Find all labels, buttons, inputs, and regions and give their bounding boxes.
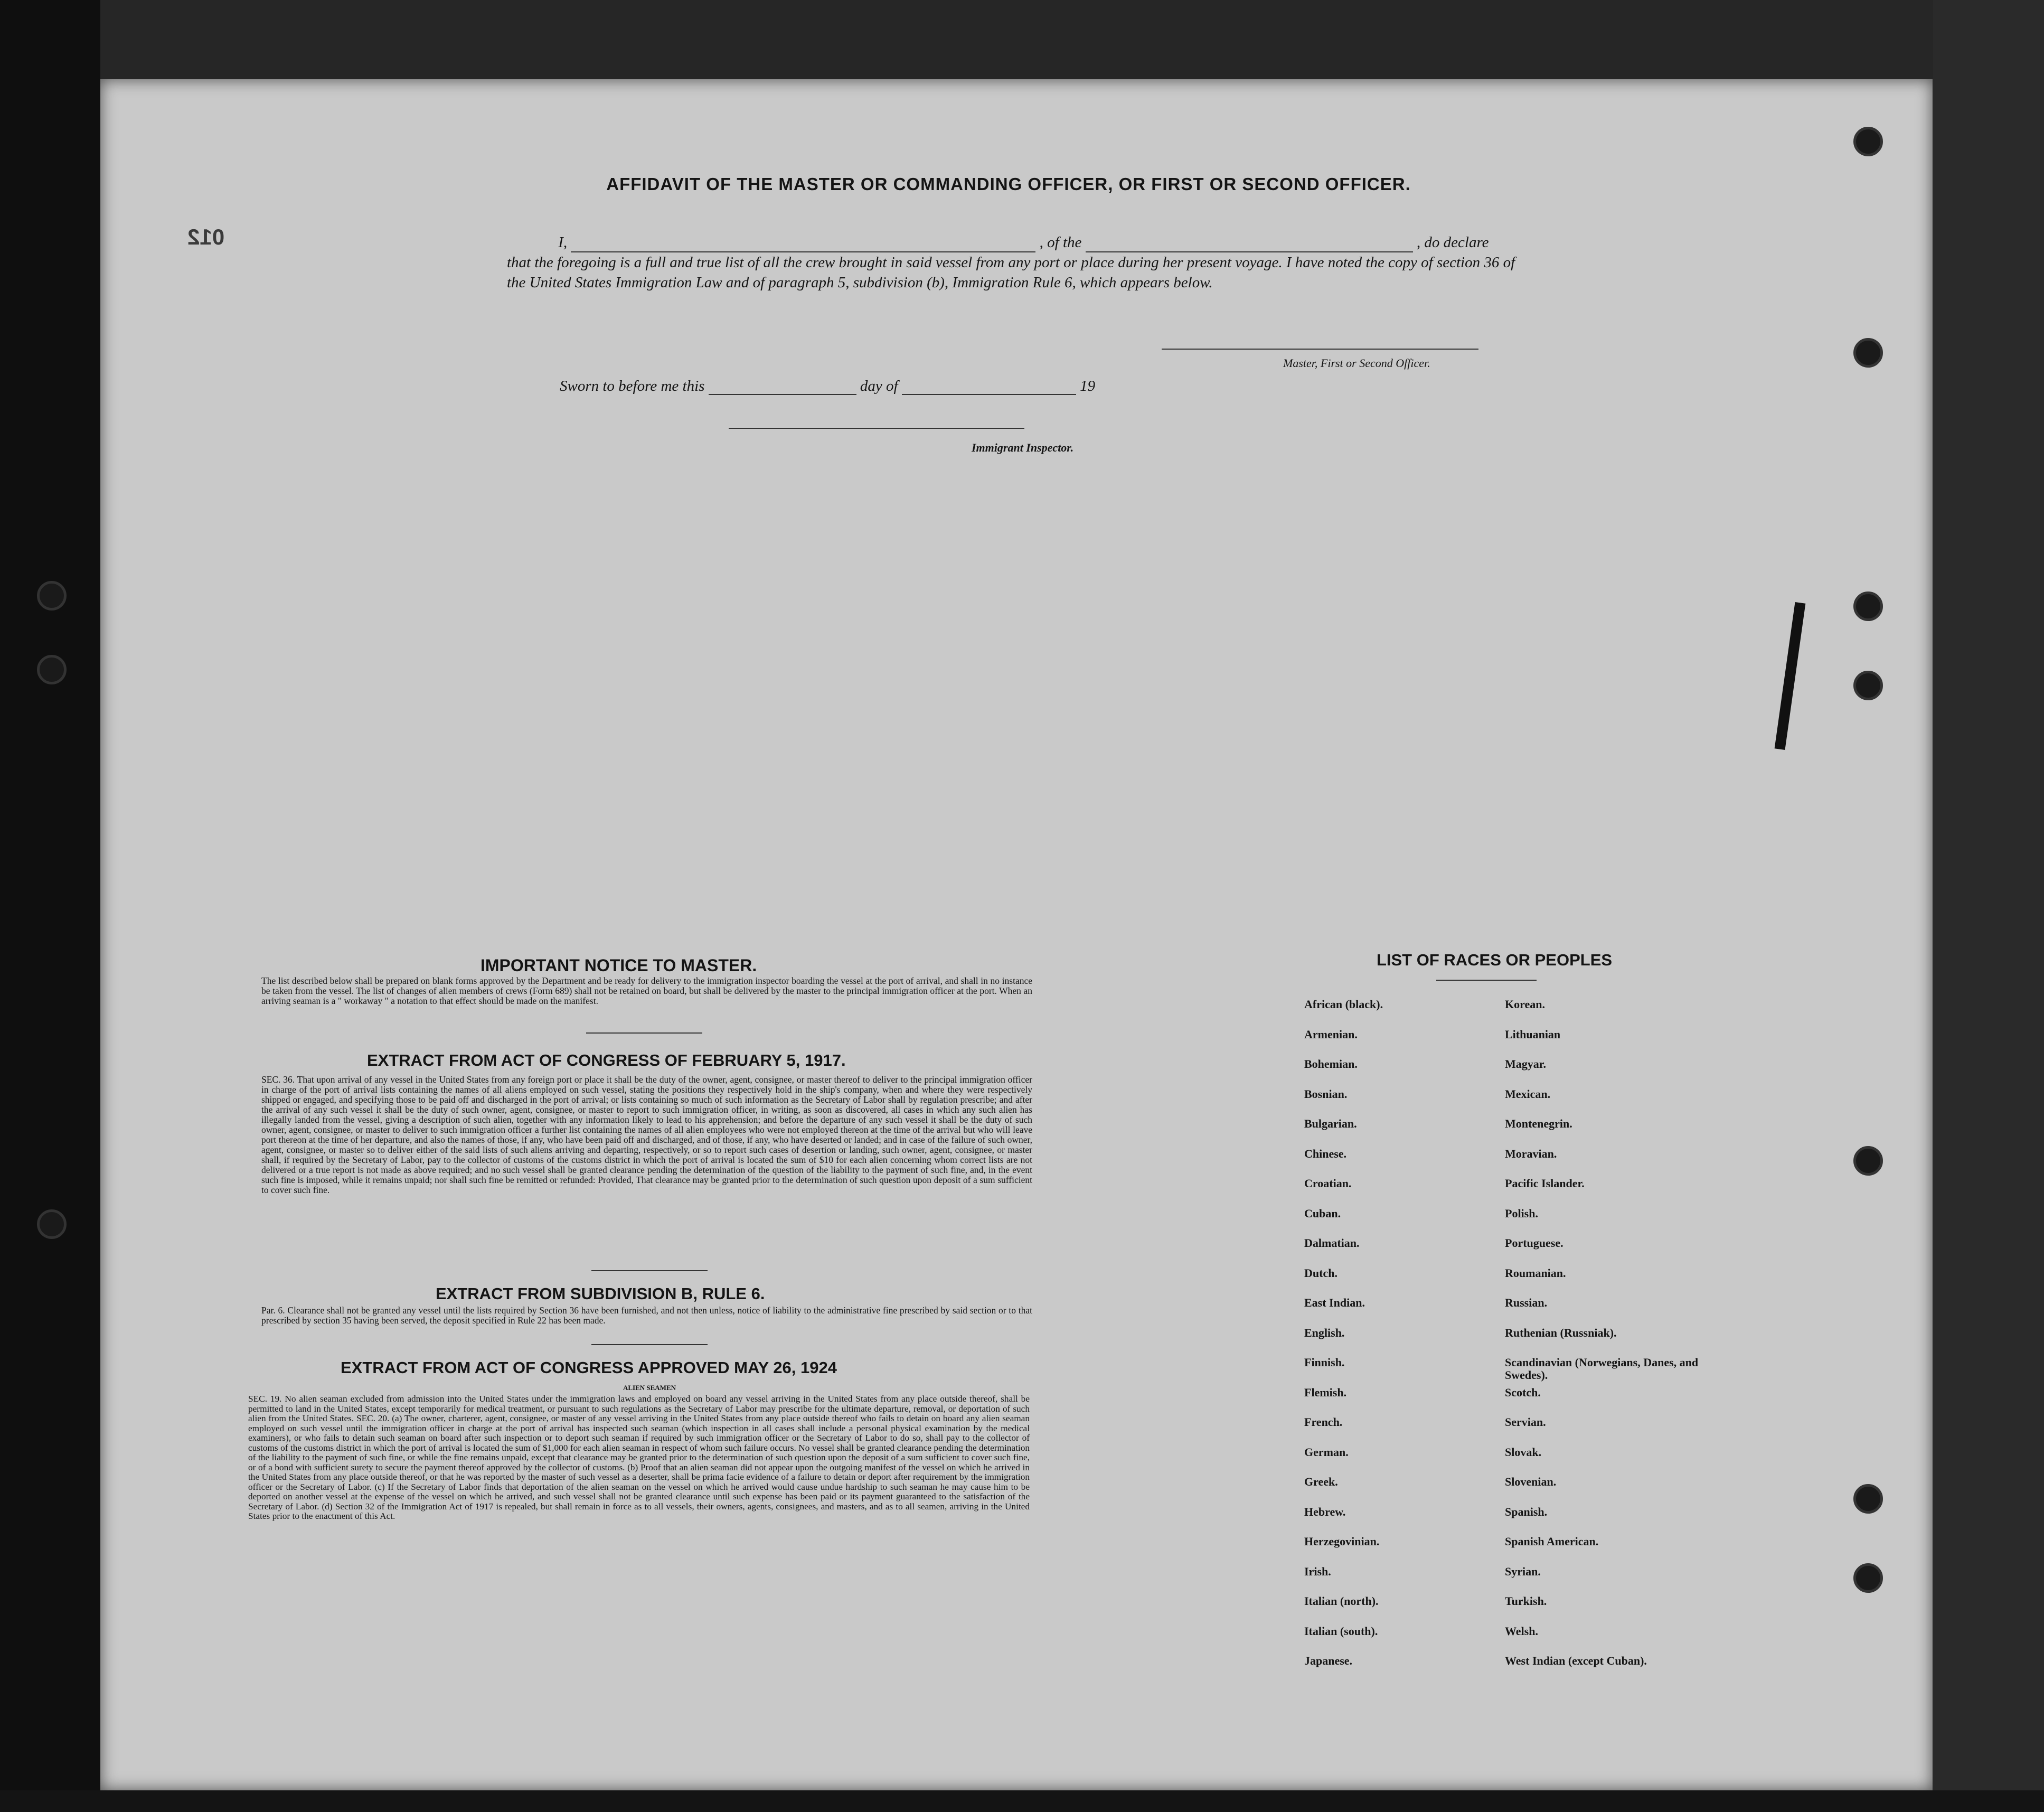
race-item: Bulgarian. [1304,1117,1357,1130]
sworn-day-blank [709,380,856,395]
race-item: Dutch. [1304,1266,1337,1280]
race-item: West Indian (except Cuban). [1505,1654,1647,1667]
declaration-i: I, [558,234,568,251]
race-item: Scotch. [1505,1385,1541,1399]
binder-hole-icon [37,655,67,684]
race-item: Flemish. [1304,1385,1347,1399]
extract-1924-title: EXTRACT FROM ACT OF CONGRESS APPROVED MAY 26, 1924 [341,1358,837,1377]
scan-border-top [0,0,2044,79]
inspector-label: Immigrant Inspector. [972,441,1074,454]
name-blank-line [571,238,1035,252]
race-item: Croatian. [1304,1177,1352,1190]
binder-hole-icon [37,1209,67,1239]
race-item: Russian. [1505,1296,1548,1309]
binder-hole-icon [1853,127,1883,156]
sworn-day-of: day of [860,378,898,395]
binder-hole-icon [37,581,67,611]
race-item: Moravian. [1505,1147,1557,1160]
race-item: Montenegrin. [1505,1117,1572,1130]
binder-hole-icon [1853,671,1883,700]
extract-1917-text: SEC. 36. That upon arrival of any vessel in the United States from any foreign port or place it shall be the duty of the owner, agent, consignee, or master thereof to deliver to the principal immigration officer in charge of the port of arrival lists containing the names of all aliens employed on such vessel, stating the positions they respectively hold in the ship's company, when and where they were respectively shipped or engaged, and specifying those to be paid off and discharged in the port of arrival; or lists containing so much of such information as the Secretary of Labor shall by regulation prescribe; and after the arrival of any such vessel it shall be the duty of such owner, agent, consignee, or master to report to such immigration officer, in writing, as soon as discovered, all cases in which any such alien has illegally landed from the vessel, giving a description of such alien, together with any information likely to lead to his apprehension; and before the departure of any such vessel it shall be the duty of such owner, agent, consignee, or master to deliver to such immigration officer a further list containing the names of all alien employees who were not employed thereon at the time of the arrival but who will leave port thereon at the time of her departure, and also the names of those, if any, who have been paid off and discharged, and of those, if any, who have deserted or landed; and in case of the failure of such owner, agent, consignee, or master so to deliver either of the said lists of such aliens arriving and departing, respectively, or so to report such cases of desertion or landing, such owner, agent, consignee, or master shall, if required by the Secretary of Labor, pay to the collector of customs of the customs district in which the port of arrival is located the sum of $10 for each alien concerning whom correct lists are not delivered or a true report is not made as above required; and no such vessel shall be granted clearance pending the determination of the question of the liability to the payment of such fine, and, in the event such fine is imposed, while it remains unpaid; nor shall such fine be remitted or refunded: Provided, That clearance may be granted prior to the determination of such question upon deposit of a sum sufficient to cover such fine. [261,1074,1032,1195]
master-signature-label: Master, First or Second Officer. [1283,356,1430,370]
race-item: Irish. [1304,1564,1331,1578]
races-title: LIST OF RACES OR PEOPLES [1376,951,1613,969]
divider [591,1270,708,1271]
race-item: French. [1304,1415,1343,1429]
scan-border-left [0,0,100,1812]
race-item: Syrian. [1505,1564,1541,1578]
extract-1924-subtitle: ALIEN SEAMEN [623,1384,676,1392]
race-item: Herzegovinian. [1304,1535,1380,1548]
notice-text: The list described below shall be prepared on blank forms approved by the Department and be ready for delivery to the immigration inspector boarding the vessel at the port of arrival, and shall in no instance be taken from the vessel. The list of changes of alien members of crews (Form 689) shall not be retained on board, but shall be delivered by the master to the principal immigration officer at the port. When an arriving seaman is a " workaway " a notation to that effect should be made on the manifest. [261,975,1032,1006]
declaration-of-the: , of the [1039,234,1082,251]
scan-border-bottom [0,1790,2044,1812]
divider [1436,980,1537,981]
sworn-text: Sworn to before me this [560,378,705,395]
race-item: African (black). [1304,998,1383,1011]
race-item: Spanish. [1505,1505,1548,1518]
race-item: Japanese. [1304,1654,1353,1667]
race-item: Cuban. [1304,1206,1341,1220]
race-item: Italian (south). [1304,1624,1378,1638]
inspector-signature-line [729,428,1024,429]
binder-hole-icon [1853,338,1883,368]
notice-title: IMPORTANT NOTICE TO MASTER. [481,956,757,975]
divider [586,1032,702,1034]
race-item: Dalmatian. [1304,1236,1360,1250]
race-item: Greek. [1304,1475,1338,1488]
race-item: Bohemian. [1304,1057,1358,1071]
affidavit-title: AFFIDAVIT OF THE MASTER OR COMMANDING OFFICER, OR FIRST OR SECOND OFFICER. [606,174,1411,194]
race-item: Finnish. [1304,1356,1345,1369]
race-item: East Indian. [1304,1296,1365,1309]
extract-1917-title: EXTRACT FROM ACT OF CONGRESS OF FEBRUARY 5, 1917. [367,1051,846,1069]
race-item: Spanish American. [1505,1535,1599,1548]
race-item: Magyar. [1505,1057,1547,1071]
scan-border-right [1933,0,2044,1812]
vessel-blank-line [1086,238,1413,252]
declaration-do-declare: , do declare [1416,234,1489,251]
master-signature-line [1162,349,1478,350]
declaration-line [507,232,1537,252]
binder-hole-icon [1853,1563,1883,1593]
divider [591,1344,708,1345]
race-item: Servian. [1505,1415,1546,1429]
document-page [100,79,1933,1790]
sworn-line [560,378,1095,395]
race-item: Italian (north). [1304,1594,1379,1608]
binder-hole-icon [1853,1146,1883,1176]
race-item: Portuguese. [1505,1236,1563,1250]
race-item: Slovak. [1505,1445,1542,1459]
race-item: Mexican. [1505,1087,1551,1101]
declaration-body: that the foregoing is a full and true list of all the crew brought in said vessel from any port or place during her present voyage. I have noted the copy of section 36 of the United States Immigration Law and of paragraph 5, subdivision (b), Immigration Rule 6, which appears below. [507,254,1515,291]
race-item: English. [1304,1326,1345,1339]
extract-rule6-title: EXTRACT FROM SUBDIVISION B, RULE 6. [436,1284,765,1303]
affidavit-declaration [507,232,1537,293]
sworn-year: 19 [1080,378,1096,395]
race-item: Korean. [1505,998,1545,1011]
race-item: Slovenian. [1505,1475,1557,1488]
sworn-month-blank [902,380,1076,395]
race-item: Turkish. [1505,1594,1547,1608]
race-item: Welsh. [1505,1624,1538,1638]
race-item: Lithuanian [1505,1027,1561,1041]
race-item: Ruthenian (Russniak). [1505,1326,1617,1339]
race-item: Chinese. [1304,1147,1347,1160]
binder-hole-icon [1853,592,1883,621]
race-item: Scandinavian (Norwegians, Danes, and Swedes). [1505,1356,1699,1382]
page-number-mirrored: 012 [187,224,225,249]
race-item: Hebrew. [1304,1505,1346,1518]
race-item: German. [1304,1445,1349,1459]
race-item: Pacific Islander. [1505,1177,1585,1190]
race-item: Armenian. [1304,1027,1358,1041]
extract-rule6-text: Par. 6. Clearance shall not be granted any vessel until the lists required by Section 36 have been furnished, and not then unless, notice of liability to the administrative fine prescribed by said section or to that prescribed by section 35 having been served, the deposit specified in Rule 22 has been made. [261,1305,1032,1326]
race-item: Bosnian. [1304,1087,1348,1101]
race-item: Polish. [1505,1206,1538,1220]
race-item: Roumanian. [1505,1266,1566,1280]
binder-hole-icon [1853,1484,1883,1514]
extract-1924-text: SEC. 19. No alien seaman excluded from admission into the United States under the immigration laws and employed on board any vessel arriving in the United States from any place outside thereof, shall be permitted to land in the United States, except temporarily for medical treatment, or pursuant to such regulations as the Secretary of Labor may prescribe for the ultimate departure, removal, or deportation of such alien from the United States. SEC. 20. (a) The owner, charterer, agent, consignee, or master of any vessel arriving in the United States from any place outside thereof who fails to detain on board any alien seaman employed on such vessel until the immigration officer in charge at the port of arrival has inspected such seaman (which inspection in all cases shall include a personal physical examination by the medical examiners), or who fails to detain such seaman on board after such inspection or to deport such seaman if required by such immigration officer or the Secretary of Labor to do so, shall pay to the collector of customs of the customs district in which the port of arrival is located the sum of $1,000 for each alien seaman in respect of whom such failure occurs. No vessel shall be granted clearance pending the determination of the liability to the payment of such fine, or while the fine remains unpaid, except that clearance may be granted prior to the determination of such question upon the deposit of a sum sufficient to cover such fine, or of a bond with sufficient surety to secure the payment thereof approved by the collector of customs. (b) Proof that an alien seaman did not appear upon the outgoing manifest of the vessel on which he arrived in the United States from any place outside thereof, or that he was reported by the master of such vessel as a deserter, shall be prima facie evidence of a failure to detain or deport after requirement by the immigration officer or the Secretary of Labor. (c) If the Secretary of Labor finds that deportation of the alien seaman on the vessel on which he arrived would cause undue hardship to such seaman he may cause him to be deported on another vessel at the expense of the vessel on which he arrived, and such vessel shall not be granted clearance until such expense has been paid or its payment guaranteed to the satisfaction of the Secretary of Labor. (d) Section 32 of the Immigration Act of 1917 is repealed, but shall remain in force as to all vessels, their owners, agents, consignees, and masters, and as to all seamen, arriving in the United States prior to the enactment of this Act. [248,1394,1030,1521]
